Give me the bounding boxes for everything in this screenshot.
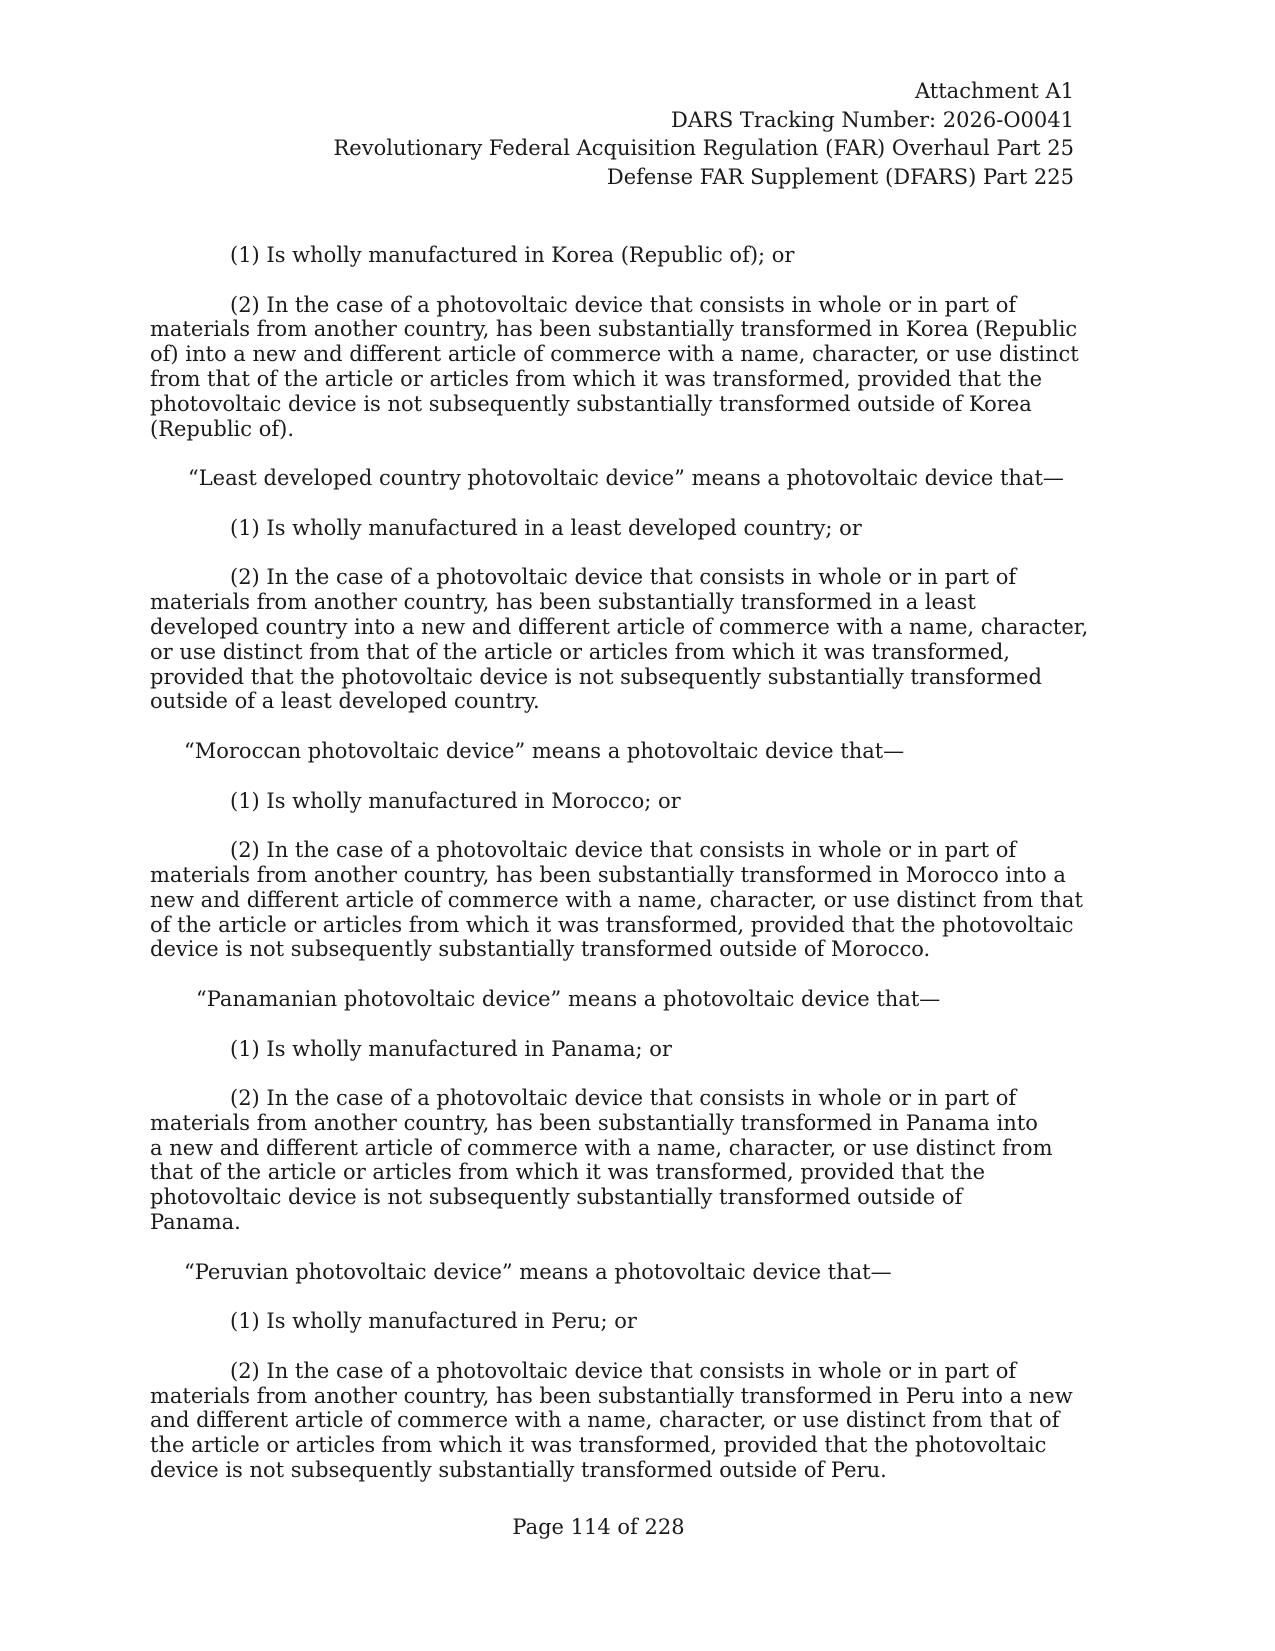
panama-definition: “Panamanian photovoltaic device” means a photovoltaic device that— <box>196 986 941 1011</box>
morocco-item-1: (1) Is wholly manufactured in Morocco; or <box>230 788 681 813</box>
header-far-part: Revolutionary Federal Acquisition Regulation (FAR) Overhaul Part 25 <box>333 136 1074 160</box>
page-header <box>334 77 1075 191</box>
peru-item-2: (2) In the case of a photovoltaic device that consists in whole or in part of materials from another country, has been substantially transformed in Peru into a new and different article of commerce with a name, character, or use distinct from that of the article or articles from which it was transformed, provided that the photovoltaic device is not subsequently substantially transformed outside of Peru. <box>150 1358 1073 1483</box>
document-body <box>150 243 1125 1483</box>
page-number: Page 114 of 228 <box>512 1515 685 1539</box>
page-footer <box>0 1515 1275 1539</box>
korea-item-1: (1) Is wholly manufactured in Korea (Republic of); or <box>230 243 795 267</box>
korea-item-2: (2) In the case of a photovoltaic device that consists in whole or in part of materials from another country, has been substantially transformed in Korea (Republic of) into a new and different article of commerce with a name, character, or use distinct from that of the article or articles from which it was transformed, provided that the photovoltaic device is not subsequently substantially transformed outside of Korea (Republic of). <box>150 292 1079 441</box>
panama-item-2: (2) In the case of a photovoltaic device that consists in whole or in part of materials from another country, has been substantially transformed in Panama into a new and different article of commerce with a name, character, or use distinct from that of the article or articles from which it was transformed, provided that the photovoltaic device is not subsequently substantially transformed outside of Panama. <box>150 1086 1053 1235</box>
ldc-item-2: (2) In the case of a photovoltaic device that consists in whole or in part of materials from another country, has been substantially transformed in a least developed country into a new and different article of commerce with a name, character, or use distinct from that of the article or articles from which it was transformed, provided that the photovoltaic device is not subsequently substantially transformed outside of a least developed country. <box>150 565 1089 714</box>
peru-item-1: (1) Is wholly manufactured in Peru; or <box>230 1309 637 1334</box>
header-tracking-number: DARS Tracking Number: 2026-O0041 <box>671 107 1074 132</box>
ldc-item-1: (1) Is wholly manufactured in a least developed country; or <box>230 515 862 540</box>
header-attachment: Attachment A1 <box>915 79 1074 103</box>
header-dfars-part: Defense FAR Supplement (DFARS) Part 225 <box>606 164 1074 189</box>
ldc-definition: “Least developed country photovoltaic device” means a photovoltaic device that— <box>188 466 1064 491</box>
morocco-item-2: (2) In the case of a photovoltaic device that consists in whole or in part of materials from another country, has been substantially transformed in Morocco into a new and different article of commerce with a name, character, or use distinct from that of the article or articles from which it was transformed, provided that the photovoltaic device is not subsequently substantially transformed outside of Morocco. <box>150 838 1083 962</box>
panama-item-1: (1) Is wholly manufactured in Panama; or <box>230 1036 672 1061</box>
morocco-definition: “Moroccan photovoltaic device” means a photovoltaic device that— <box>184 738 905 763</box>
peru-definition: “Peruvian photovoltaic device” means a photovoltaic device that— <box>184 1259 892 1284</box>
